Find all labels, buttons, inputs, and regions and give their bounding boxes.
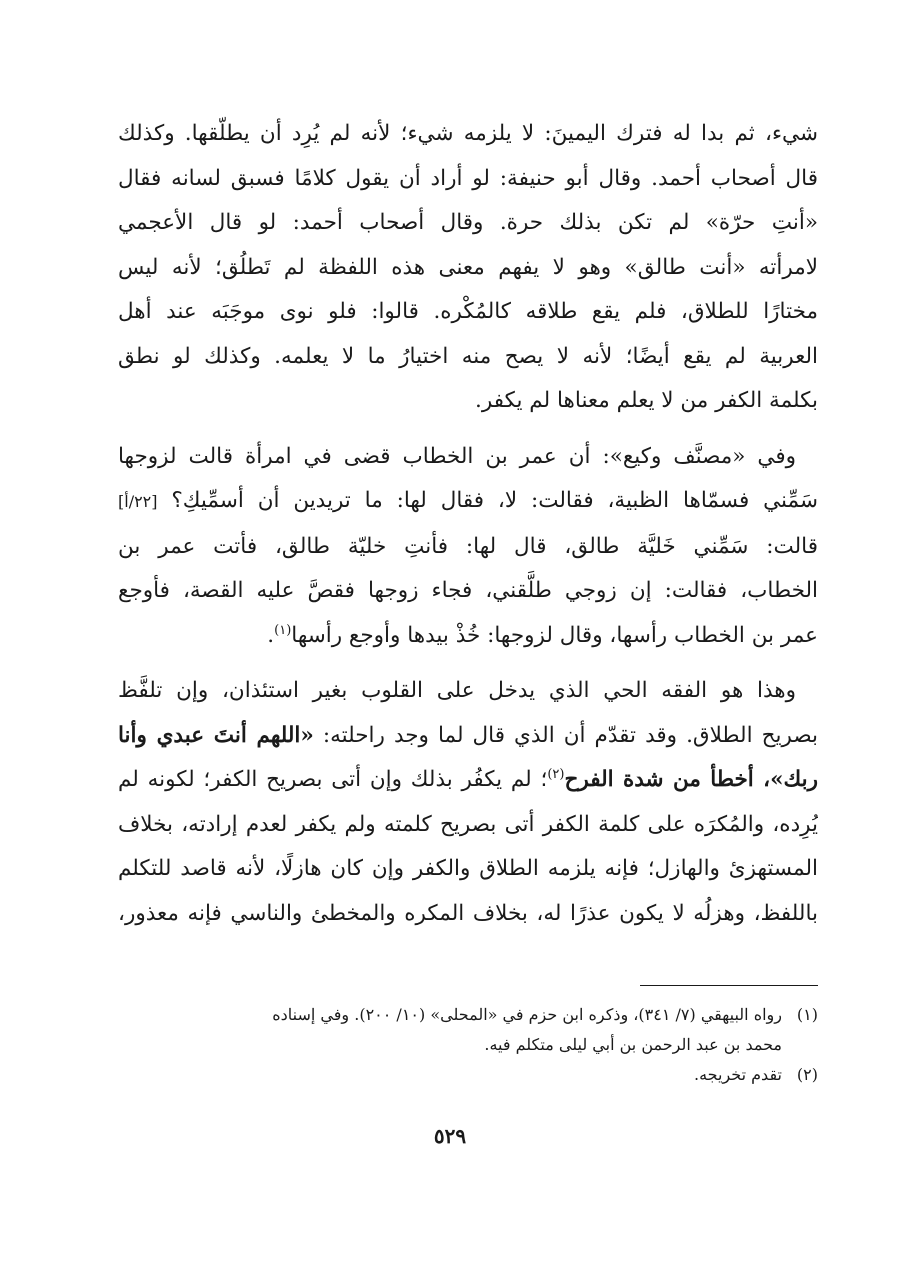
text-line — [118, 758, 818, 803]
text-line — [118, 614, 818, 659]
quoted-supplication: «اللهم أنتَ عبدي وأنا — [118, 722, 314, 748]
page-number: ٥٢٩ — [433, 1124, 467, 1148]
footnotes — [118, 1000, 818, 1090]
footnote-line: محمد بن عبد الرحمن بن أبي ليلى متكلم فيه. — [484, 1035, 782, 1054]
text-run: سَمِّني فسمّاها الظبية، فقالت: لا، فقال لها: ما تريدين أن أسمِّيكِ؟ — [171, 488, 818, 513]
text-line: بكلمة الكفر من لا يعلم معناها لم يكفر. — [475, 388, 818, 413]
main-text — [118, 112, 818, 936]
footnote-marker-1[interactable]: (١) — [274, 622, 292, 638]
paragraph-1 — [118, 112, 818, 424]
footnote-marker-2[interactable]: (٢) — [547, 766, 565, 782]
text-line — [118, 479, 818, 525]
text-line: قال أصحاب أحمد. وقال أبو حنيفة: لو أراد أن يقول كلامًا فسبق لسانه فقال — [118, 165, 818, 191]
text-line: يُرِده، والمُكرَه على كلمة الكفر أتى بصريح كلمته ولم يكفر لعدم إرادته، بخلاف — [118, 811, 818, 837]
text-line — [118, 714, 818, 759]
text-run: بصريح الطلاق. وقد تقدّم أن الذي قال لما وجد راحلته: — [322, 722, 818, 748]
text-line: وهذا هو الفقه الحي الذي يدخل على القلوب بغير استئذان، وإن تلفَّظ — [118, 678, 796, 703]
manuscript-page-ref: [٢٢/أ] — [118, 492, 158, 511]
paragraph-3 — [118, 669, 818, 936]
text-run: ؛ لم يكفُر بذلك وإن أتى بصريح الكفر؛ لكونه لم — [118, 767, 548, 792]
text-line: الخطاب، فقالت: إن زوجي طلَّقني، فجاء زوجها فقصَّ عليه القصة، فأوجع — [118, 578, 818, 603]
text-line: وفي «مصنَّف وكيع»: أن عمر بن الخطاب قضى في امرأة قالت لزوجها — [118, 443, 796, 469]
text-line: العربية لم يقع أيضًا؛ لأنه لا يصح منه اختيارُ ما لا يعلمه. وكذلك لو نطق — [118, 343, 818, 369]
text-line: قالت: سَمِّني خَليَّة طالق، قال لها: فأنتِ خليّة طالق، فأتت عمر بن — [118, 533, 818, 559]
footnote-1 — [118, 1000, 818, 1060]
text-line: المستهزئ والهازل؛ فإنه يلزمه الطلاق والكفر وإن كان هازلًا، لأنه قاصد للتكلم — [118, 856, 818, 881]
footnote-line: رواه البيهقي (٧/ ٣٤١)، وذكره ابن حزم في «المحلى» (١٠/ ٢٠٠). وفي إسناده — [272, 1005, 782, 1024]
footnote-line: تقدم تخريجه. — [694, 1065, 782, 1084]
footnote-2 — [118, 1060, 818, 1090]
text-line: شيء، ثم بدا له فترك اليمينَ: لا يلزمه شيء؛ لأنه لم يُرِد أن يطلّقها. وكذلك — [118, 121, 818, 146]
paragraph-2 — [118, 435, 818, 659]
text-line: مختارًا للطلاق، فلم يقع طلاقه كالمُكْره. قالوا: فلو نوى موجَبَه عند أهل — [118, 299, 818, 324]
footnote-separator — [640, 985, 818, 986]
footnote-number: (١) — [796, 1005, 818, 1024]
text-line: «أنتِ حرّة» لم تكن بذلك حرة. وقال أصحاب أحمد: لو قال الأعجمي — [118, 210, 818, 235]
text-run: . — [267, 622, 275, 648]
footnote-text — [118, 1000, 782, 1060]
text-run: عمر بن الخطاب رأسها، وقال لزوجها: خُذْ بيدها وأوجع رأسها — [291, 622, 818, 648]
text-line: باللفظ، وهزلُه لا يكون عذرًا له، بخلاف المكره والمخطئ والناسي فإنه معذور، — [118, 900, 818, 926]
footnote-number: (٢) — [796, 1065, 818, 1084]
footnote-text — [118, 1060, 782, 1090]
quoted-supplication: ربك»، أخطأ من شدة الفرح — [564, 767, 818, 792]
text-line: لامرأته «أنت طالق» وهو لا يفهم معنى هذه اللفظة لم تَطلُق؛ لأنه ليس — [118, 254, 818, 280]
